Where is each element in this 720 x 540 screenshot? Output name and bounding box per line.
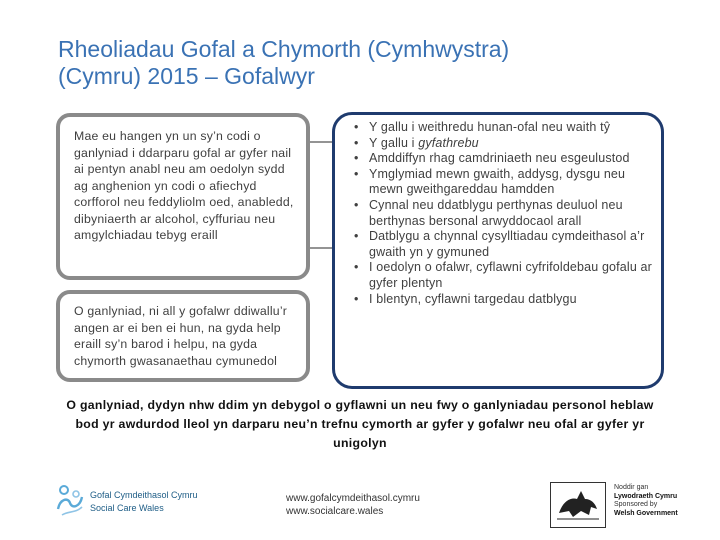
website-links (286, 492, 420, 518)
people-icon (54, 483, 86, 519)
sponsor-text: Noddir gan Lywodraeth Cymru Sponsored by Welsh Government (614, 484, 678, 517)
dragon-crest-icon (550, 482, 606, 528)
need-text: Mae eu hangen yn un sy’n codi o ganlyniad i ddarparu gofal ar gyfer nail ai pentyn anabl neu am oedolyn sydd ag anghenion yn codi o afiechyd corfforol neu feddyliolm oed, anabledd, dibyniaerth ar alcohol, cyffuriau neu amgylchiadau tebyg eraill (74, 129, 294, 242)
outcome-item: • Ymglymiad mewn gwaith, addysg, dysgu neu mewn gweithgareddau hamdden (354, 166, 626, 197)
consequence-text: O ganlyniad, ni all y gofalwr ddiwallu’r angen ar ei ben ei hun, na gyda help eraill sy’n barod i helpu, na gyda chymorth gwasanaethau cymunedol (74, 304, 288, 368)
outcomes-list (353, 120, 658, 307)
org-name-welsh: Gofal Cymdeithasol Cymru (90, 490, 198, 500)
outcome-item: • I blentyn, cyflawni targedau datblygu (354, 291, 577, 306)
consequence-box (56, 290, 310, 382)
outcome-item: • Cynnal neu ddatblygu perthynas deuluol neu berthynas bersonal arwyddocaol arall (354, 197, 623, 228)
slide-title (58, 36, 698, 90)
url-welsh[interactable]: www.gofalcymdeithasol.cymru (286, 493, 420, 504)
slide-title-line1: Rheoliadau Gofal a Chymorth (Cymhwystra) (58, 36, 510, 62)
outcomes-box (332, 112, 664, 389)
social-care-wales-logo (54, 483, 254, 519)
need-box (56, 113, 310, 280)
outcome-item: • Amddiffyn rhag camdriniaeth neu esgeulustod (354, 151, 630, 166)
outcome-item: • Y gallu i weithredu hunan-ofal neu waith tŷ (354, 120, 611, 134)
url-english[interactable]: www.socialcare.wales (286, 506, 384, 517)
slide-title-line2: (Cymru) 2015 – Gofalwyr (58, 63, 315, 89)
outcome-item: • Y gallu i gyfathrebu (354, 135, 479, 150)
conclusion-note: O ganlyniad, dydyn nhw ddim yn debygol o gyflawni un neu fwy o ganlyniadau personol heblaw bod yr awdurdod lleol yn darparu neu’n trefnu cymorth ar gyfer y gofalwr neu ofal ar gyfer yr unigolyn (66, 398, 654, 450)
welsh-government-logo (550, 482, 680, 528)
outcome-item: • I oedolyn o ofalwr, cyflawni cyfrifoldebau gofalu ar gyfer plentyn (354, 260, 652, 290)
outcome-item: • Datblygu a chynnal cysylltiadau cymdeithasol a’r gwaith yn y gymuned (354, 229, 645, 259)
org-name-english: Social Care Wales (90, 503, 164, 513)
